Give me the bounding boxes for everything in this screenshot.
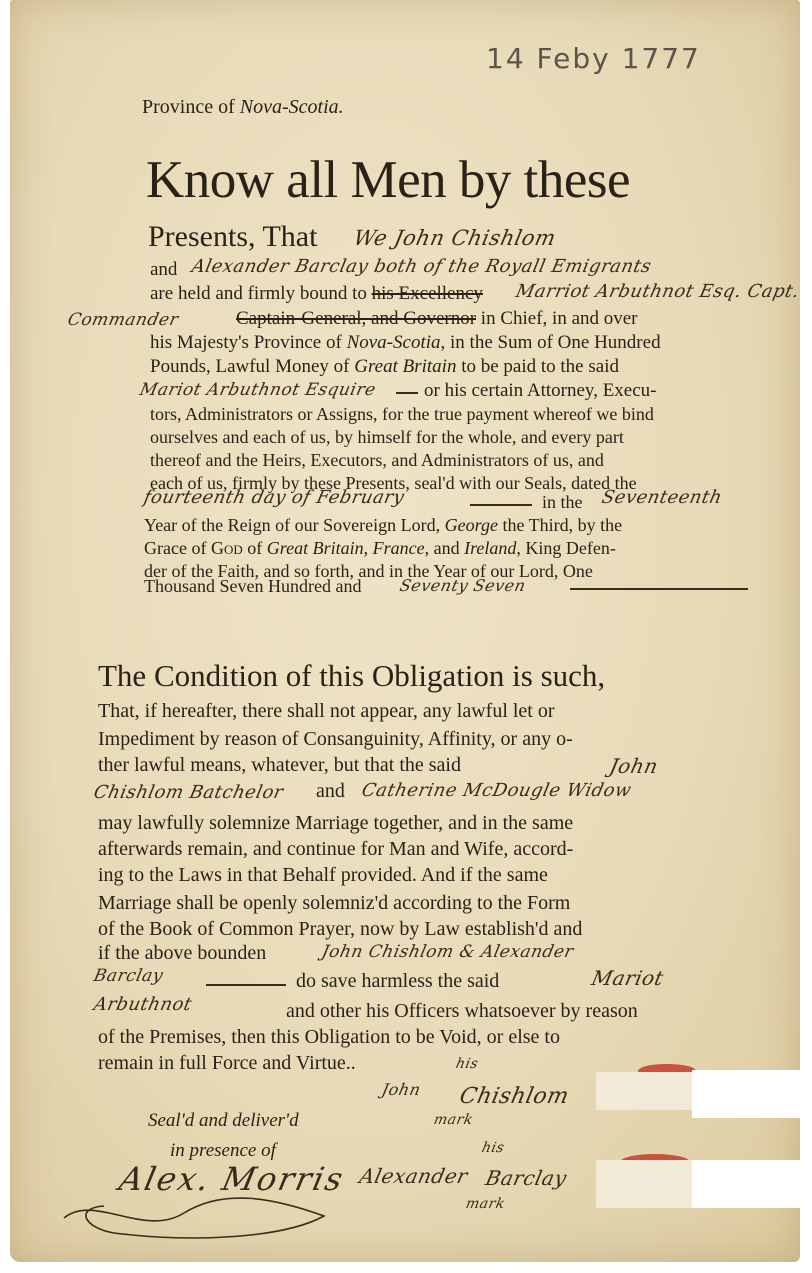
condition-line-5: may lawfully solemnize Marriage together, and in the same <box>98 812 574 834</box>
bond-line-8: tors, Administrators or Assigns, for the true payment whereof we bind <box>150 404 654 424</box>
bond-line-6 <box>150 356 619 378</box>
sig2-first: Alexander <box>357 1164 471 1188</box>
condition-line-8: Marriage shall be openly solemniz'd according to the Form <box>98 892 571 914</box>
bond-line-14-c: , <box>363 538 373 558</box>
sig1-first: John <box>379 1080 423 1099</box>
condition-line-12: and other his Officers whatsoever by reason <box>286 1000 638 1022</box>
condition-line-6: afterwards remain, and continue for Man and Wife, accord- <box>98 838 574 860</box>
province-header <box>142 96 344 119</box>
bond-line-5-a: his Majesty's Province of <box>150 332 347 353</box>
blank-line-11 <box>206 984 286 986</box>
condition-line-2: Impediment by reason of Consanguinity, Affinity, or any o- <box>98 728 573 750</box>
handwritten-mariot: Mariot <box>589 966 666 990</box>
bond-line-14-god: God <box>210 538 243 558</box>
bond-line-13 <box>144 515 622 536</box>
condition-line-13: of the Premises, then this Obligation to be Void, or else to <box>98 1026 560 1048</box>
condition-headline: The Condition of this Obligation is such, <box>98 658 606 693</box>
bond-line-2: and <box>150 259 178 280</box>
bond-line-6-a: Pounds, Lawful Money of <box>150 356 355 377</box>
sig2-mark: mark <box>464 1196 507 1212</box>
bond-line-3 <box>150 283 483 305</box>
bond-line-5-b: , in the Sum of One Hundred <box>440 332 661 353</box>
bond-line-14 <box>144 538 616 559</box>
handwritten-day: fourteenth day of February <box>141 487 407 508</box>
witness-signature: Alex. Morris <box>115 1160 348 1198</box>
sig1-mark: mark <box>432 1112 475 1128</box>
bond-line-9: ourselves and each of us, by himself for the whole, and every part <box>150 427 624 447</box>
handwritten-groom: Chishlom Batchelor <box>91 782 286 803</box>
bond-headline: Know all Men by these <box>146 151 631 209</box>
seal-cutout-2 <box>692 1160 812 1208</box>
handwritten-second-obligor: Alexander Barclay both of the Royall Emigrants <box>189 256 654 277</box>
bond-line-4 <box>236 308 638 330</box>
bond-line-11: each of us, firmly by these Presents, seal'd with our Seals, dated the <box>150 473 637 493</box>
province-prefix: Province of <box>142 96 240 118</box>
condition-line-7: ing to the Laws in that Behalf provided. And if the same <box>98 864 548 886</box>
blank-line-12 <box>470 504 532 506</box>
condition-line-10: if the above bounden <box>98 942 267 964</box>
bond-line-13-italic: George <box>444 515 498 535</box>
bond-line-1-text: Presents, That <box>148 220 318 253</box>
handwritten-arbuthnot: Arbuthnot <box>91 994 194 1015</box>
handwritten-obligee: Marriot Arbuthnot Esq. Capt. <box>513 281 802 302</box>
bond-line-14-italic-3: Ireland <box>464 538 517 558</box>
handwritten-bride: Catherine McDougle Widow <box>359 780 634 801</box>
seal-cutout-1 <box>692 1070 812 1118</box>
bond-line-5-italic: Nova-Scotia <box>346 332 441 353</box>
sig1-his: his <box>454 1056 480 1072</box>
condition-line-4: and <box>316 780 345 802</box>
condition-line-3: ther lawful means, whatever, but that the said <box>98 754 461 776</box>
handwritten-bounden: John Chishlom & Alexander <box>319 942 576 962</box>
sig2-last: Barclay <box>483 1166 570 1190</box>
pencil-date-annotation: 14 Feby 1777 <box>486 42 701 75</box>
bond-line-13-b: the Third, by the <box>497 515 623 535</box>
bond-line-12: in the <box>542 492 583 512</box>
bond-line-14-italic-2: France <box>372 538 425 558</box>
sealed-delivered-line-2: in presence of <box>170 1140 276 1161</box>
witness-flourish <box>54 1188 344 1248</box>
condition-line-14: remain in full Force and Virtue.. <box>98 1052 356 1074</box>
handwritten-regnal-year: Seventeenth <box>599 487 725 508</box>
handwritten-obligors: We John Chishlom <box>351 226 559 250</box>
blank-line-16 <box>570 588 748 590</box>
bond-line-10: thereof and the Heirs, Executors, and Administrators of us, and <box>150 450 604 470</box>
seal-tab-2 <box>596 1160 692 1208</box>
blank-line-7 <box>396 392 418 394</box>
province-name: Nova-Scotia. <box>239 96 344 118</box>
sig2-his: his <box>480 1140 506 1156</box>
handwritten-obligee-repeat: Mariot Arbuthnot Esquire <box>137 380 378 400</box>
bond-line-15: der of the Faith, and so forth, and in the Year of our Lord, One <box>144 561 593 581</box>
condition-line-9: of the Book of Common Prayer, now by Law establish'd and <box>98 918 583 940</box>
bond-line-6-b: to be paid to the said <box>456 356 619 377</box>
bond-line-16: Thousand Seven Hundred and <box>144 576 362 596</box>
bond-line-14-e: , King Defen- <box>516 538 616 558</box>
bond-line-5 <box>150 332 661 354</box>
sealed-delivered-line-1: Seal'd and deliver'd <box>148 1110 299 1131</box>
seal-tab-1 <box>596 1072 692 1110</box>
handwritten-groom-first: John <box>607 754 661 778</box>
condition-line-1: That, if hereafter, there shall not appear, any lawful let or <box>98 700 555 722</box>
handwritten-commander: Commander <box>65 310 181 330</box>
sig1-last: Chishlom <box>457 1084 572 1109</box>
bond-line-3-text: are held and firmly bound to <box>150 283 367 304</box>
bond-line-13-a: Year of the Reign of our Sovereign Lord, <box>144 515 445 535</box>
handwritten-barclay: Barclay <box>91 966 166 986</box>
struck-captain-general: Captain-General, and Governor <box>236 308 477 329</box>
bond-line-4-text: in Chief, in and over <box>480 308 638 329</box>
bond-line-14-d: , and <box>424 538 465 558</box>
bond-line-7: or his certain Attorney, Execu- <box>424 380 657 401</box>
bond-line-14-a: Grace of <box>144 538 211 558</box>
bond-line-1 <box>148 220 317 254</box>
bond-line-14-b: of <box>242 538 267 558</box>
handwritten-year: Seventy Seven <box>397 576 528 595</box>
struck-excellency: his Excellency <box>371 283 483 304</box>
bond-line-6-italic: Great Britain <box>354 356 457 377</box>
condition-line-11: do save harmless the said <box>296 970 500 992</box>
bond-line-14-italic-1: Great Britain <box>266 538 364 558</box>
